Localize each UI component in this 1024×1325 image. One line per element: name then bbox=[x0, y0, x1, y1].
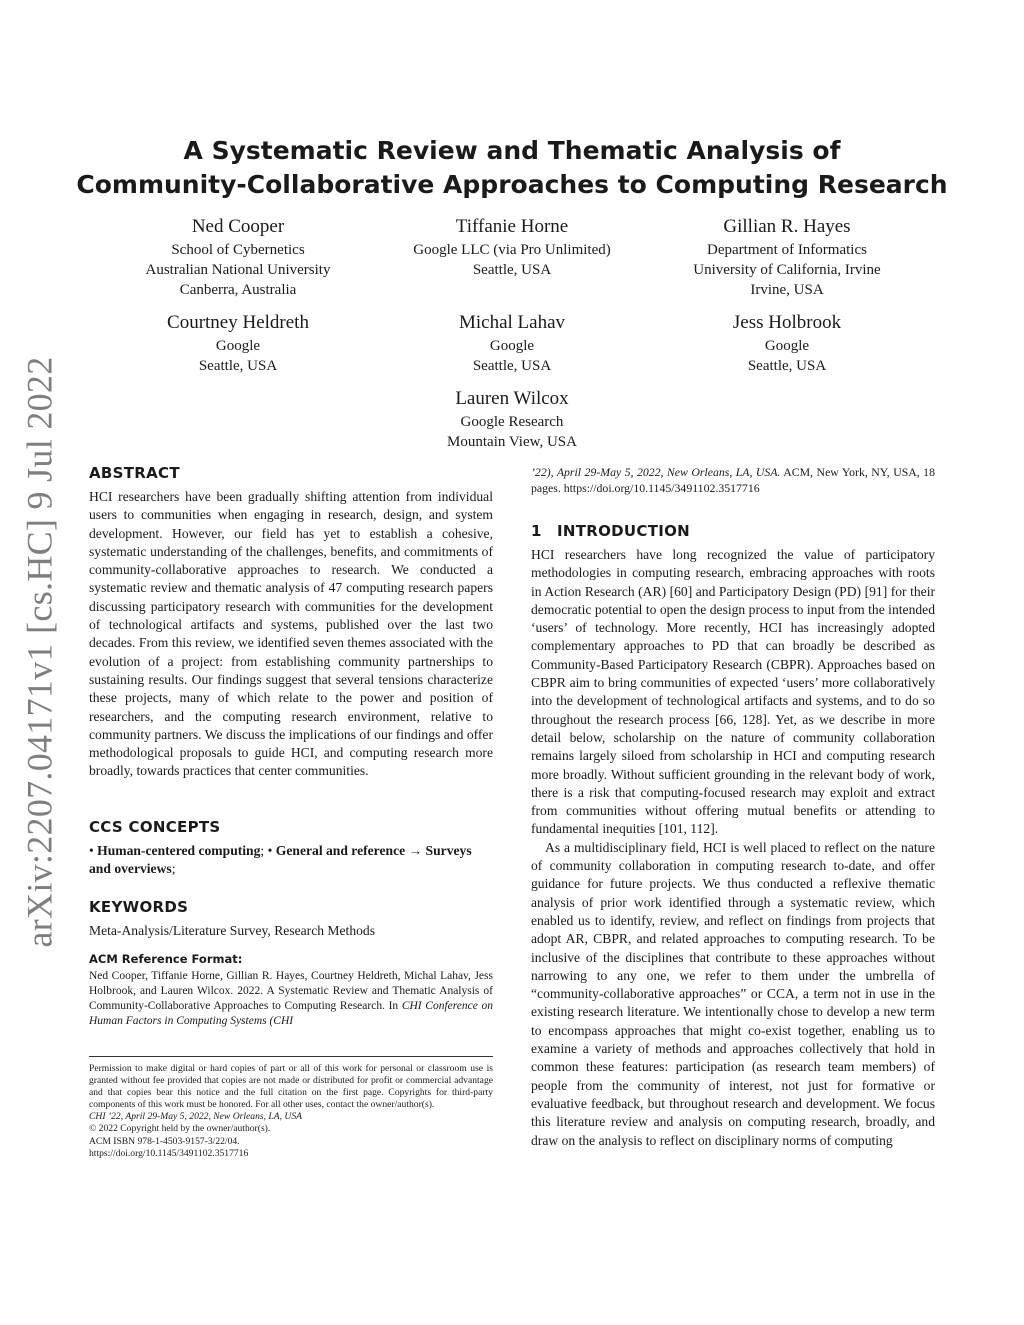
reference-format-heading: ACM Reference Format: bbox=[89, 952, 243, 966]
abstract-text: HCI researchers have been gradually shifting attention from individual users to communities when engaging in research, design, and system development. However, our field has yet to establish a cohesive, systematic understanding of the challenges, benefits, and commitments of community-collaborative approaches to research. We conducted a systematic review and thematic analysis of 47 computing research papers discussing participatory research with communities for the development of technological artifacts and systems, published over the last two decades. From this review, we identified seven themes associated with the evolution of a project: from establishing community partnerships to sustaining results. Our findings suggest that several tensions characterize these projects, many of which relate to the power and position of researchers, and the computing research environment, relative to community partners. We discuss the implications of our findings and offer methodological proposals to guide HCI, and computing research more broadly, towards practices that center communities. bbox=[89, 489, 493, 779]
ccs-heading: CCS CONCEPTS bbox=[89, 818, 221, 836]
author-name: Gillian R. Hayes bbox=[723, 216, 851, 237]
isbn-line: ACM ISBN 978-1-4503-9157-3/22/04. bbox=[89, 1135, 240, 1147]
arxiv-stamp-text: arXiv:2207.04171v1 [cs.HC] 9 Jul 2022 bbox=[20, 356, 60, 948]
reference-venue: CHI Conference on Human Factors in Computing Systems (CHI bbox=[89, 1000, 493, 1027]
permission-notice: Permission to make digital or hard copies of part or all of this work for personal or classroom use is granted without fee provided that copies are not made or distributed for profit or commercial advantage and that copies bear this notice and the full citation on the first page. Copyrights for third-party components of this work must be honored. For all other uses, contact the owner/author(s). bbox=[89, 1063, 493, 1111]
author-affiliation: Google bbox=[215, 338, 261, 354]
introduction-heading bbox=[531, 522, 935, 540]
author-location: Irvine, USA bbox=[750, 282, 824, 298]
author-card bbox=[362, 214, 662, 280]
intro-paragraph-1: HCI researchers have long recognized the value of participatory methodologies in computing research, embracing approaches with roots in Action Research (AR) [60] and Participatory Design (PD) [91] for their democratic potential to open the design process to input from the intended ‘users’ of technology. More recently, HCI has increasingly adopted complementary approaches to PD that can broadly be described as Community-Based Participatory Research (CBPR). Approaches based on CBPR aim to bring communities of expected ‘users’ more collaboratively into the development of technological artifacts and systems, and to do so throughout the research process [66, 128]. Yet, as we describe in more detail below, scholarship on the nature of community collaboration remains largely siloed from scholarship in HCI and computing research more broadly. Without sufficient grounding in the relevant body of work, there is a risk that computing-focused research may exploit and extract from communities without offering mutual benefits or attending to fundamental inequities [101, 112]. bbox=[531, 547, 935, 837]
author-card bbox=[88, 214, 388, 300]
reference-format-text bbox=[89, 969, 493, 1029]
arxiv-stamp bbox=[20, 356, 60, 948]
section-title: INTRODUCTION bbox=[557, 522, 691, 540]
author-affiliation: School of Cybernetics bbox=[171, 242, 305, 258]
right-column bbox=[531, 464, 935, 1148]
author-card bbox=[362, 386, 662, 452]
title-line-1: A Systematic Review and Thematic Analysis of bbox=[183, 136, 841, 165]
author-location: Seattle, USA bbox=[472, 358, 552, 374]
keywords-section bbox=[89, 898, 493, 940]
author-affiliation: Australian National University bbox=[145, 262, 331, 278]
author-location: Seattle, USA bbox=[747, 358, 827, 374]
author-name: Lauren Wilcox bbox=[455, 388, 569, 409]
author-card bbox=[362, 310, 662, 376]
author-name: Tiffanie Horne bbox=[455, 216, 569, 237]
conference-info: CHI ’22, April 29-May 5, 2022, New Orleans, LA, USA bbox=[89, 1111, 303, 1123]
author-location: Seattle, USA bbox=[198, 358, 278, 374]
author-location: Seattle, USA bbox=[472, 262, 552, 278]
ccs-separator: ; bbox=[260, 843, 265, 858]
introduction-section bbox=[531, 522, 935, 1150]
author-card bbox=[88, 310, 388, 376]
intro-paragraph-2: As a multidisciplinary field, HCI is well placed to reflect on the nature of community collaboration in computing research to-date, and offer guidance for future projects. We thus conducted a reflexive thematic analysis of prior work identified through a systematic review, which enabled us to identify, review, and reflect on findings from projects that adopt AR, CBPR, and related approaches to computing research. To be inclusive of the disciplines that contribute to these approaches without narrowing to any one, we refer to them under the umbrella of “community-collaborative approaches” or CCA, a term not in use in the existing research literature. We intentionally chose to develop a new term to encompass approaches that might co-exist together, enabling us to examine a variety of methods and approaches collectively that hold in common these features: participation (as research team members) of people from the community of interest, not just for formative or evaluative feedback, but throughout research and development. We focus this literature review and analysis on computing research, broadly, and draw on the analysis to reflect on disciplinary norms of computing bbox=[531, 839, 935, 1148]
continuation-venue: ’22), April 29-May 5, 2022, New Orleans, LA, USA. bbox=[531, 465, 781, 479]
author-name: Ned Cooper bbox=[191, 216, 285, 237]
continuation-rest: ACM, New York, NY, USA, 18 pages. https://doi.org/10.1145/3491102.3517716 bbox=[531, 465, 935, 495]
ccs-concept-1: Human-centered computing bbox=[97, 843, 261, 858]
reference-format bbox=[89, 952, 493, 1029]
ccs-concept-2: General and reference → bbox=[275, 843, 423, 858]
abstract-heading: ABSTRACT bbox=[89, 464, 180, 482]
author-affiliation: Department of Informatics bbox=[707, 242, 867, 258]
reference-continuation bbox=[531, 464, 935, 496]
section-number: 1 bbox=[531, 522, 542, 540]
paper-title bbox=[60, 134, 964, 202]
ccs-concepts bbox=[89, 842, 493, 879]
author-affiliation: Google bbox=[489, 338, 535, 354]
author-affiliation: Google bbox=[764, 338, 810, 354]
ccs-section bbox=[89, 818, 493, 879]
author-location: Canberra, Australia bbox=[179, 282, 297, 298]
abstract-section bbox=[89, 464, 493, 781]
author-name: Courtney Heldreth bbox=[167, 312, 309, 333]
author-name: Jess Holbrook bbox=[732, 312, 842, 333]
footnote-divider bbox=[89, 1056, 493, 1057]
reference-citation: Ned Cooper, Tiffanie Horne, Gillian R. Hayes, Courtney Heldreth, Michal Lahav, Jess Holbrook, and Lauren Wilcox. 2022. A Systematic Review and Thematic Analysis of Community-Collaborative Approaches to Computing Research. In bbox=[89, 970, 493, 1012]
author-name: Michal Lahav bbox=[458, 312, 566, 333]
ccs-end: ; bbox=[171, 861, 176, 877]
author-location: Mountain View, USA bbox=[447, 434, 577, 450]
author-affiliation: Google Research bbox=[460, 414, 564, 430]
doi-line: https://doi.org/10.1145/3491102.3517716 bbox=[89, 1147, 249, 1159]
copyright-line: © 2022 Copyright held by the owner/author(s). bbox=[89, 1123, 271, 1135]
ccs-bullet: • bbox=[89, 843, 94, 858]
keywords-text: Meta-Analysis/Literature Survey, Research Methods bbox=[89, 923, 376, 938]
author-affiliation: University of California, Irvine bbox=[693, 262, 881, 278]
author-card bbox=[637, 214, 937, 300]
author-card bbox=[637, 310, 937, 376]
title-line-2: Community-Collaborative Approaches to Computing Research bbox=[76, 170, 948, 199]
author-affiliation: Google LLC (via Pro Unlimited) bbox=[413, 242, 611, 258]
ccs-bullet: • bbox=[267, 843, 273, 858]
ccs-concept-3: Surveys and overviews bbox=[89, 843, 472, 877]
footnote-block bbox=[89, 1056, 493, 1160]
keywords-heading: KEYWORDS bbox=[89, 898, 189, 916]
